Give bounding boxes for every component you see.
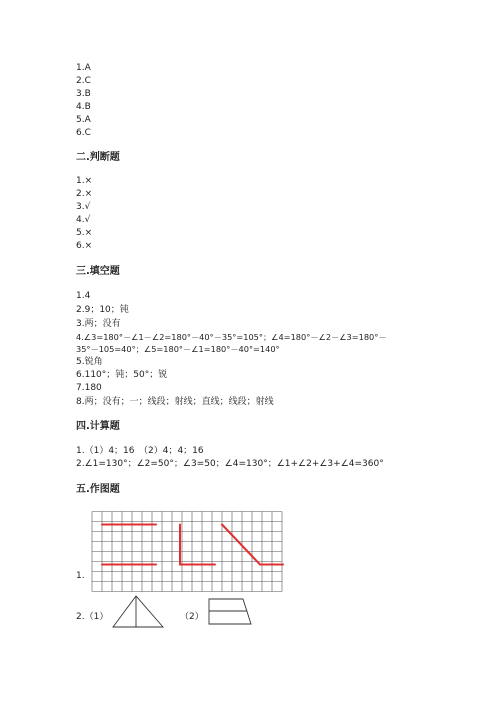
section-title-drawing: 五.作图题 bbox=[76, 484, 120, 495]
red-ray-l-shape bbox=[180, 525, 215, 565]
drawing-grid-figure bbox=[90, 511, 285, 592]
section-title-fill-blank: 三.填空题 bbox=[76, 266, 120, 277]
question-label-2: 2.（1） bbox=[76, 612, 109, 622]
answer-line: 3.B bbox=[76, 89, 91, 99]
answer-line: 1.× bbox=[76, 176, 93, 186]
section-title-calculation: 四.计算题 bbox=[76, 421, 120, 432]
answer-line: 35°－105=40°；∠5=180°－∠1=180°－40°=140° bbox=[76, 344, 280, 354]
answer-line: 4.B bbox=[76, 102, 91, 112]
answer-line: 7.180 bbox=[76, 383, 102, 393]
answer-line: 6.C bbox=[76, 128, 91, 138]
answer-line: 1.（1）4；16 （2）4；4；16 bbox=[76, 446, 204, 456]
question-label-2-sub-2: （2） bbox=[180, 612, 204, 622]
answer-line: 2.C bbox=[76, 76, 91, 86]
answer-line: 2.∠1=130°；∠2=50°；∠3=50；∠4=130°；∠1+∠2+∠3+∠4=360° bbox=[76, 459, 384, 469]
answer-line: 8.两；没有；一；线段；射线；直线；线段；射线 bbox=[76, 397, 274, 407]
red-line-diagonal bbox=[222, 525, 283, 565]
answer-line: 3.两；没有 bbox=[76, 319, 121, 329]
trapezoid-figure bbox=[205, 597, 253, 627]
answer-line: 1.A bbox=[76, 63, 91, 73]
answer-line: 2.× bbox=[76, 189, 93, 199]
answer-line: 2.9；10；钝 bbox=[76, 305, 129, 315]
section-title-judgment: 二.判断题 bbox=[76, 152, 120, 163]
answer-line: 5.锐角 bbox=[76, 357, 103, 367]
answer-line: 5.A bbox=[76, 115, 91, 125]
answer-line: 4.√ bbox=[76, 215, 91, 225]
triangle-with-height-figure bbox=[110, 594, 166, 630]
answer-line: 5.× bbox=[76, 228, 93, 238]
answer-line: 6.110°；钝；50°；锐 bbox=[76, 370, 168, 380]
answer-line: 3.√ bbox=[76, 202, 91, 212]
answer-line: 4.∠3=180°－∠1－∠2=180°－40°－35°=105°；∠4=180°－∠2－∠3=180°－ bbox=[76, 332, 387, 342]
answer-line: 1.4 bbox=[76, 291, 91, 301]
answer-line: 6.× bbox=[76, 241, 93, 251]
question-label-1: 1. bbox=[76, 571, 85, 581]
